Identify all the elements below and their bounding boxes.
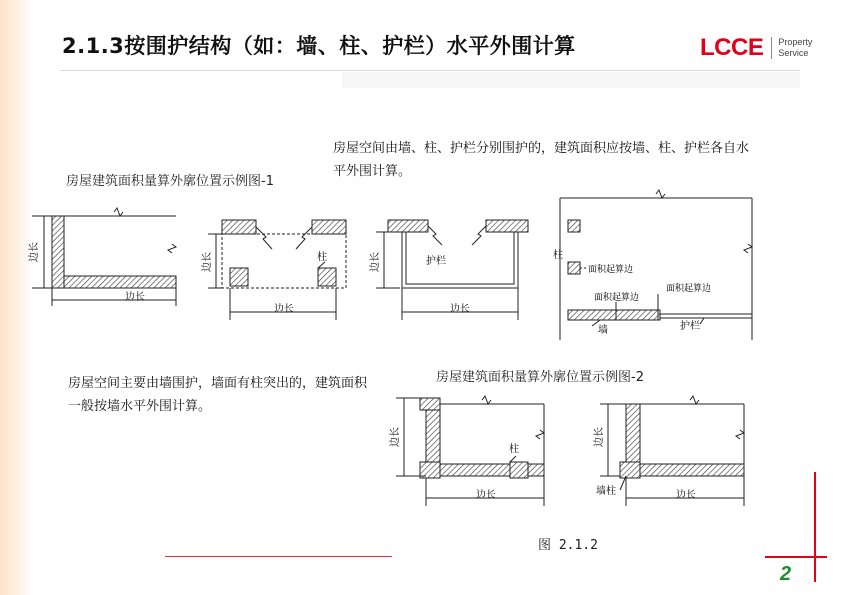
fig1c-side-label-v: 边长 — [370, 252, 381, 272]
fig1d-railing-label: 护栏 — [680, 321, 700, 332]
fig2a-wall-with-columns — [396, 396, 544, 506]
fig1c-side-label-h: 边长 — [450, 304, 470, 315]
fig2b-wall-column — [600, 396, 744, 506]
fig1a-side-label-v: 边长 — [29, 242, 40, 262]
page-number: 2 — [780, 563, 792, 585]
fig1d-area-edge-2: 面积起算边 — [594, 293, 640, 303]
fig1a-side-label-h: 边长 — [125, 292, 145, 303]
fig1d-area-edge-1: 面积起算边 — [588, 265, 634, 275]
fig2a-side-label-v: 边长 — [390, 427, 401, 447]
fig1b-side-label-h: 边长 — [274, 304, 294, 315]
note-paragraph: 房屋空间主要由墙围护，墙面有柱突出的，建筑面积一般按墙水平外围计算。 — [68, 376, 368, 414]
corner-horizontal-rule — [765, 556, 827, 558]
fig2b-side-label-v: 边长 — [594, 427, 605, 447]
fig1d-area-edge-3: 面积起算边 — [666, 284, 712, 294]
fig1b-column-label: 柱 — [317, 252, 327, 263]
fig1d-wall-label: 墙 — [598, 325, 608, 336]
fig1d-column-label: 柱 — [553, 250, 563, 261]
figure2-caption: 房屋建筑面积量算外廓位置示例图-2 — [436, 370, 644, 385]
fig2a-side-label-h: 边长 — [476, 490, 496, 501]
fig2b-side-label-h: 边长 — [676, 490, 696, 501]
logo-line-2: Service — [778, 48, 809, 58]
logo-mark: LCCE — [700, 34, 764, 61]
fig2a-column-label: 柱 — [509, 444, 519, 455]
figure-number: 图 2.1.2 — [538, 538, 598, 553]
fig1a-wall-corner — [32, 208, 176, 306]
figure1-caption: 房屋建筑面积量算外廓位置示例图-1 — [66, 174, 274, 189]
logo-line-1: Property — [778, 37, 813, 47]
corner-vertical-rule — [814, 472, 816, 582]
slide-title: 2.1.3按围护结构（如：墙、柱、护栏）水平外围计算 — [62, 34, 576, 58]
bottom-red-rule — [165, 556, 392, 557]
fig1c-railing-label: 护栏 — [426, 256, 446, 267]
fig1b-side-label-v: 边长 — [202, 252, 213, 272]
fig2b-wall-column-label: 墙柱 — [596, 486, 616, 497]
intro-paragraph: 房屋空间由墙、柱、护栏分别围护的，建筑面积应按墙、柱、护栏各自水平外围计算。 — [333, 141, 750, 179]
